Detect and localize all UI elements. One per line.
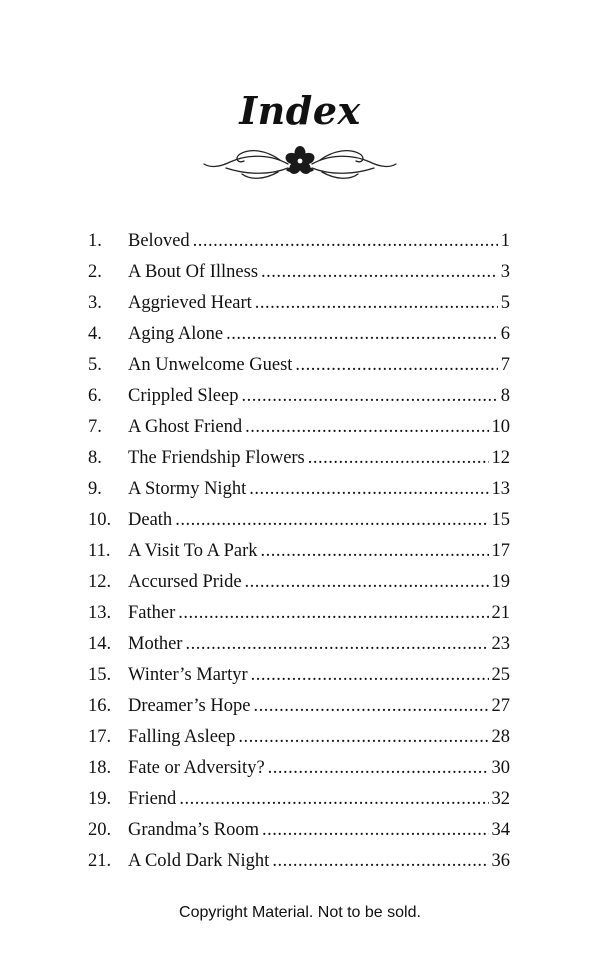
entry-number: 18. [88, 758, 112, 778]
index-entry [88, 319, 510, 350]
entry-title: Dreamer’s Hope [128, 696, 251, 716]
entry-number: 1. [88, 231, 102, 251]
flourish-flower-icon [200, 140, 400, 186]
entry-page-number: 8 [500, 386, 510, 406]
dot-leader [245, 567, 489, 598]
index-entry [88, 443, 510, 474]
dot-leader [251, 660, 489, 691]
entry-page-number: 3 [500, 262, 510, 282]
copyright-notice: Copyright Material. Not to be sold. [179, 904, 421, 921]
index-entry [88, 629, 510, 660]
index-list [88, 226, 510, 877]
entry-number: 7. [88, 417, 102, 437]
index-entry [88, 412, 510, 443]
index-entry [88, 815, 510, 846]
entry-number: 2. [88, 262, 102, 282]
entry-page-number: 19 [491, 572, 510, 592]
entry-title: Aggrieved Heart [128, 293, 252, 313]
index-entry [88, 598, 510, 629]
entry-title: Fate or Adversity? [128, 758, 265, 778]
entry-page-number: 36 [491, 851, 510, 871]
index-entry [88, 381, 510, 412]
page-title: Index [239, 88, 361, 133]
entry-number: 4. [88, 324, 102, 344]
index-entry [88, 846, 510, 877]
entry-title: Father [128, 603, 176, 623]
index-entry [88, 753, 510, 784]
index-entry [88, 288, 510, 319]
entry-page-number: 25 [491, 665, 510, 685]
entry-page-number: 23 [491, 634, 510, 654]
dot-leader [272, 846, 488, 877]
entry-title: A Visit To A Park [128, 541, 258, 561]
entry-page-number: 27 [491, 696, 510, 716]
entry-title: An Unwelcome Guest [128, 355, 293, 375]
entry-page-number: 21 [491, 603, 510, 623]
entry-number: 13. [88, 603, 112, 623]
entry-title: Beloved [128, 231, 190, 251]
dot-leader [295, 350, 497, 381]
entry-page-number: 13 [491, 479, 510, 499]
dot-leader [261, 536, 489, 567]
dot-leader [238, 722, 488, 753]
entry-title: Grandma’s Room [128, 820, 260, 840]
entry-number: 21. [88, 851, 112, 871]
entry-page-number: 6 [500, 324, 510, 344]
dot-leader [255, 288, 498, 319]
dot-leader [193, 226, 498, 257]
entry-page-number: 17 [491, 541, 510, 561]
dot-leader [179, 784, 488, 815]
entry-title: A Stormy Night [128, 479, 247, 499]
entry-number: 19. [88, 789, 112, 809]
dot-leader [226, 319, 498, 350]
entry-number: 11. [88, 541, 111, 561]
dot-leader [249, 474, 488, 505]
dot-leader [262, 815, 488, 846]
entry-number: 9. [88, 479, 102, 499]
dot-leader [261, 257, 498, 288]
entry-number: 15. [88, 665, 112, 685]
index-entry [88, 567, 510, 598]
entry-page-number: 30 [491, 758, 510, 778]
index-entry [88, 474, 510, 505]
entry-number: 10. [88, 510, 112, 530]
index-entry [88, 226, 510, 257]
index-entry [88, 257, 510, 288]
entry-page-number: 28 [491, 727, 510, 747]
index-entry [88, 536, 510, 567]
entry-page-number: 7 [500, 355, 510, 375]
index-entry [88, 660, 510, 691]
entry-number: 17. [88, 727, 112, 747]
entry-number: 6. [88, 386, 102, 406]
entry-page-number: 34 [491, 820, 510, 840]
entry-title: Death [128, 510, 173, 530]
entry-page-number: 1 [500, 231, 510, 251]
entry-title: Friend [128, 789, 177, 809]
index-entry [88, 350, 510, 381]
entry-title: The Friendship Flowers [128, 448, 305, 468]
dot-leader [241, 381, 497, 412]
entry-number: 14. [88, 634, 112, 654]
entry-number: 8. [88, 448, 102, 468]
index-entry [88, 505, 510, 536]
entry-title: Crippled Sleep [128, 386, 239, 406]
entry-page-number: 12 [491, 448, 510, 468]
dot-leader [175, 505, 488, 536]
dot-leader [253, 691, 488, 722]
entry-title: Winter’s Martyr [128, 665, 248, 685]
dot-leader [308, 443, 489, 474]
entry-page-number: 10 [491, 417, 510, 437]
entry-page-number: 32 [491, 789, 510, 809]
entry-title: A Cold Dark Night [128, 851, 270, 871]
index-entry [88, 784, 510, 815]
entry-title: Mother [128, 634, 183, 654]
dot-leader [268, 753, 489, 784]
entry-title: Accursed Pride [128, 572, 242, 592]
entry-number: 20. [88, 820, 112, 840]
entry-number: 3. [88, 293, 102, 313]
entry-page-number: 5 [500, 293, 510, 313]
entry-number: 12. [88, 572, 112, 592]
entry-number: 5. [88, 355, 102, 375]
dot-leader [178, 598, 488, 629]
index-entry [88, 691, 510, 722]
entry-title: Aging Alone [128, 324, 224, 344]
entry-page-number: 15 [491, 510, 510, 530]
index-entry [88, 722, 510, 753]
entry-title: A Ghost Friend [128, 417, 243, 437]
entry-number: 16. [88, 696, 112, 716]
dot-leader [245, 412, 488, 443]
entry-title: Falling Asleep [128, 727, 236, 747]
dot-leader [185, 629, 488, 660]
entry-title: A Bout Of Illness [128, 262, 259, 282]
